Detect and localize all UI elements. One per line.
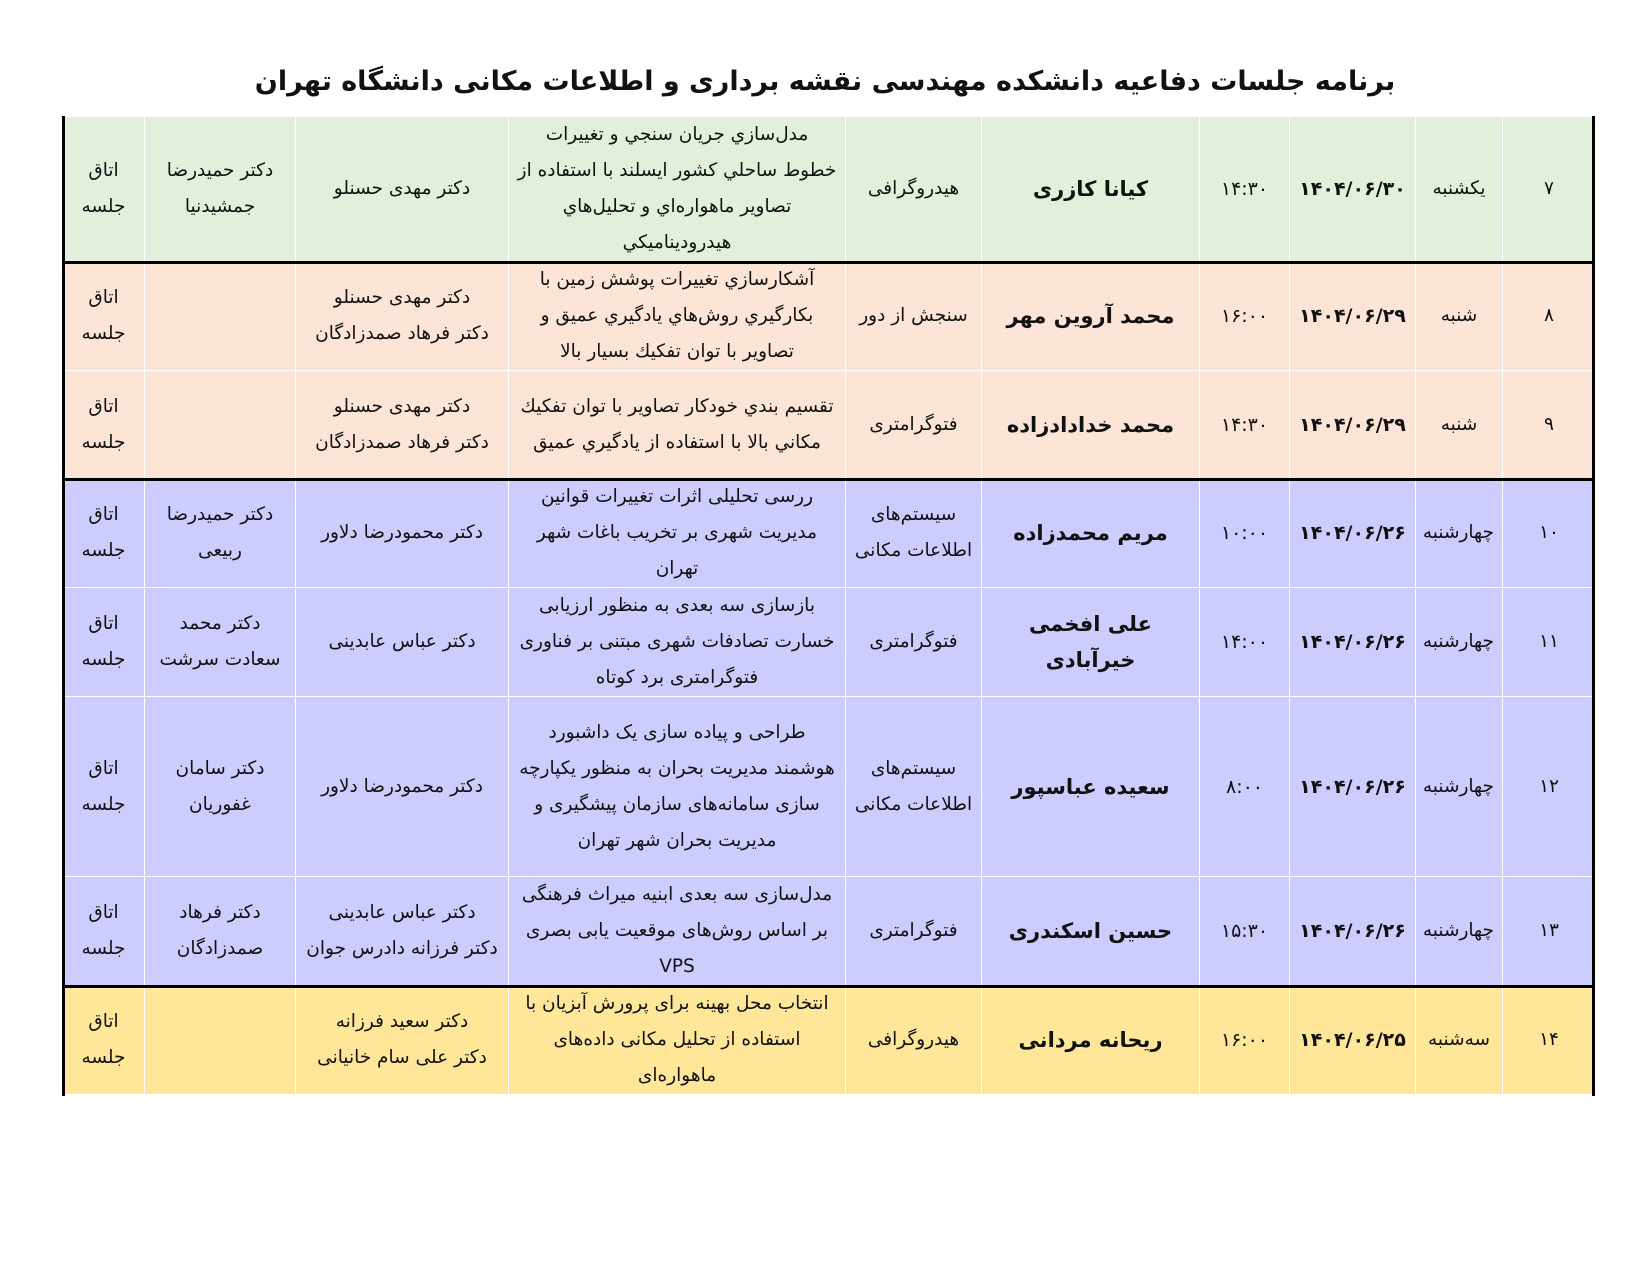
cell-examiner [145,262,296,371]
cell-supervisor: دکتر عباس عابدینی [296,588,509,697]
cell-name: محمد خدادادزاده [982,371,1200,479]
cell-date: ۱۴۰۴/۰۶/۲۶ [1290,588,1416,697]
cell-time: ۱۴:۰۰ [1200,588,1290,697]
cell-date: ۱۴۰۴/۰۶/۳۰ [1290,117,1416,262]
cell-day: سه‌شنبه [1416,986,1503,1095]
cell-time: ۱۰:۰۰ [1200,479,1290,588]
cell-field: سیستم‌های اطلاعات مکانی [846,479,982,588]
cell-room: اتاق جلسه [63,262,145,371]
cell-topic: آشكارسازي تغييرات پوشش زمين با بكارگيري روش‌هاي يادگيري عميق و تصاوير با توان تفكيك بسيار بالا [509,262,846,371]
cell-day: چهارشنبه [1416,479,1503,588]
table-row [63,588,1596,697]
cell-topic: تقسيم بندي خودكار تصاوير با توان تفكيك مكاني بالا با استفاده از يادگيري عميق [509,371,846,479]
cell-name: مریم محمدزاده [982,479,1200,588]
table-row [63,986,1596,1095]
cell-name: حسین اسکندری [982,877,1200,986]
cell-name: ریحانه مردانی [982,986,1200,1095]
cell-name: سعیده عباسپور [982,697,1200,877]
cell-date: ۱۴۰۴/۰۶/۲۹ [1290,262,1416,371]
cell-supervisor: دکتر مهدی حسنلو دکتر فرهاد صمدزادگان [296,371,509,479]
cell-examiner [145,371,296,479]
cell-supervisor: دکتر محمودرضا دلاور [296,479,509,588]
cell-day: چهارشنبه [1416,877,1503,986]
cell-date: ۱۴۰۴/۰۶/۲۶ [1290,479,1416,588]
cell-room: اتاق جلسه [63,371,145,479]
cell-examiner: دکتر حمیدرضا ربیعی [145,479,296,588]
cell-examiner: دکتر محمد سعادت سرشت [145,588,296,697]
cell-date: ۱۴۰۴/۰۶/۲۹ [1290,371,1416,479]
cell-supervisor: دکتر مهدی حسنلو دکتر فرهاد صمدزادگان [296,262,509,371]
group-separator [62,478,1595,481]
cell-time: ۱۶:۰۰ [1200,986,1290,1095]
cell-field: فتوگرامتری [846,371,982,479]
cell-room: اتاق جلسه [63,117,145,262]
cell-num: ۱۴ [1503,986,1596,1095]
cell-field: فتوگرامتری [846,588,982,697]
cell-name: علی افخمی خیرآبادی [982,588,1200,697]
cell-supervisor: دکتر مهدی حسنلو [296,117,509,262]
cell-name: کیانا کازری [982,117,1200,262]
page-title: برنامه جلسات دفاعیه دانشکده مهندسی نقشه برداری و اطلاعات مکانی دانشگاه تهران [254,66,1396,97]
cell-day: شنبه [1416,262,1503,371]
cell-date: ۱۴۰۴/۰۶/۲۶ [1290,697,1416,877]
cell-room: اتاق جلسه [63,986,145,1095]
cell-time: ۱۶:۰۰ [1200,262,1290,371]
cell-day: چهارشنبه [1416,697,1503,877]
cell-num: ۱۱ [1503,588,1596,697]
cell-topic: بازسازی سه بعدی به منظور ارزیابی خسارت تصادفات شهری مبتنی بر فناوری فتوگرامتری برد کوتاه [509,588,846,697]
cell-day: یکشنبه [1416,117,1503,262]
cell-day: شنبه [1416,371,1503,479]
table-row [63,371,1596,479]
cell-examiner [145,986,296,1095]
cell-topic: انتخاب محل بهینه برای پرورش آبزیان با استفاده از تحلیل مکانی داده‌های ماهواره‌ای [509,986,846,1095]
cell-time: ۱۴:۳۰ [1200,371,1290,479]
cell-field: هیدروگرافی [846,117,982,262]
cell-room: اتاق جلسه [63,588,145,697]
cell-name: محمد آروین مهر [982,262,1200,371]
table-row [63,697,1596,877]
cell-topic: مدل‌سازی سه بعدی ابنیه میراث فرهنگی بر اساس روش‌های موقعیت یابی بصری VPS [509,877,846,986]
table-row [63,117,1596,262]
cell-supervisor: دکتر سعید فرزانه دکتر علی سام خانیانی [296,986,509,1095]
cell-time: ۱۴:۳۰ [1200,117,1290,262]
cell-num: ۹ [1503,371,1596,479]
cell-supervisor: دکتر محمودرضا دلاور [296,697,509,877]
cell-num: ۷ [1503,117,1596,262]
cell-room: اتاق جلسه [63,877,145,986]
cell-field: سیستم‌های اطلاعات مکانی [846,697,982,877]
cell-topic: مدل‌سازي جريان سنجي و تغييرات خطوط ساحلي كشور ايسلند با استفاده از تصاوير ماهواره‌اي و تحليل‌هاي هيدروديناميكي [509,117,846,262]
cell-num: ۱۰ [1503,479,1596,588]
cell-time: ۱۵:۳۰ [1200,877,1290,986]
table-row [63,877,1596,986]
cell-num: ۸ [1503,262,1596,371]
cell-field: هیدروگرافی [846,986,982,1095]
table-row [63,262,1596,371]
cell-room: اتاق جلسه [63,697,145,877]
table-row [63,479,1596,588]
cell-examiner: دکتر فرهاد صمدزادگان [145,877,296,986]
group-separator [62,985,1595,988]
cell-examiner: دکتر حمیدرضا جمشیدنیا [145,117,296,262]
cell-time: ۸:۰۰ [1200,697,1290,877]
cell-topic: ررسی تحلیلی اثرات تغییرات قوانین مدیریت شهری بر تخریب باغات شهر تهران [509,479,846,588]
cell-topic: طراحی و پیاده سازی یک داشبورد هوشمند مدیریت بحران به منظور یکپارچه سازی سامانه‌های سازمان پیشگیری و مدیریت بحران شهر تهران [509,697,846,877]
cell-day: چهارشنبه [1416,588,1503,697]
cell-date: ۱۴۰۴/۰۶/۲۵ [1290,986,1416,1095]
cell-field: فتوگرامتری [846,877,982,986]
group-separator [62,261,1595,264]
cell-date: ۱۴۰۴/۰۶/۲۶ [1290,877,1416,986]
cell-field: سنجش از دور [846,262,982,371]
cell-room: اتاق جلسه [63,479,145,588]
cell-examiner: دکتر سامان غفوریان [145,697,296,877]
cell-num: ۱۳ [1503,877,1596,986]
cell-supervisor: دکتر عباس عابدینی دکتر فرزانه دادرس جوان [296,877,509,986]
cell-num: ۱۲ [1503,697,1596,877]
